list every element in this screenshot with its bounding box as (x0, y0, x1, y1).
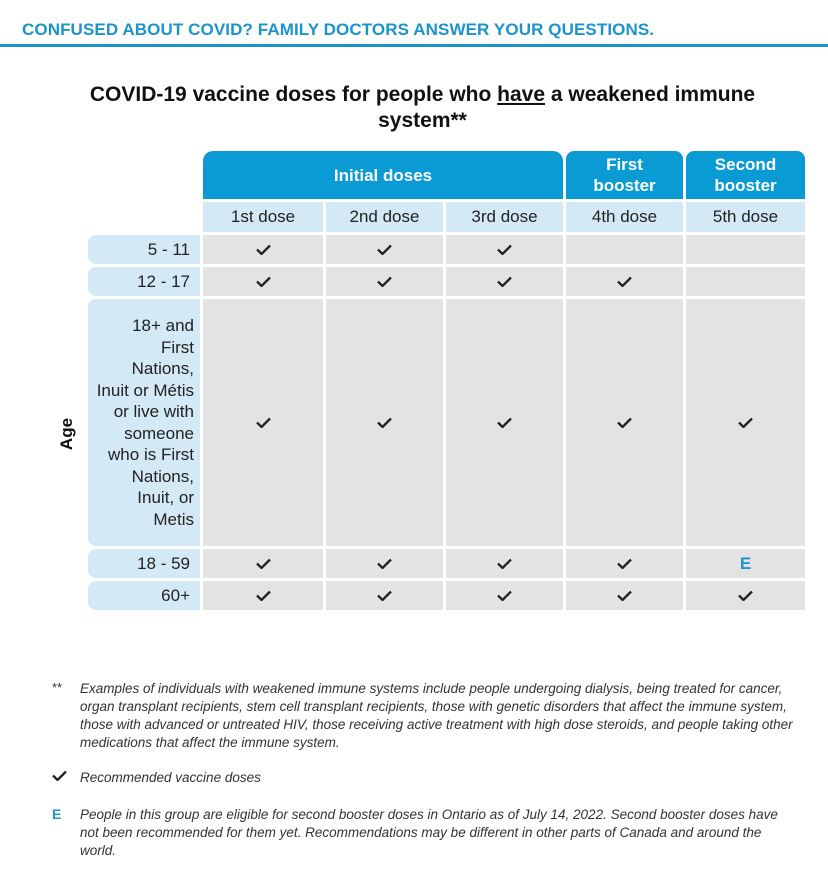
age-group-label: 5 - 11 (88, 235, 200, 264)
dose-cell (203, 267, 323, 296)
dose-cell (446, 299, 563, 546)
check-icon (377, 244, 392, 255)
header-initial-doses: Initial doses (203, 151, 563, 199)
check-icon (497, 417, 512, 428)
check-icon (617, 276, 632, 287)
dose-header: 4th dose (566, 202, 683, 232)
title-emphasis: have (497, 83, 546, 106)
age-group-label: 60+ (88, 581, 200, 610)
check-icon (497, 244, 512, 255)
dose-cell (566, 299, 683, 546)
dose-cell (446, 549, 563, 578)
check-icon (377, 590, 392, 601)
dose-cell (566, 235, 683, 264)
page-title: COVID-19 vaccine doses for people who have a weakened immune system** (89, 83, 756, 132)
dose-header: 5th dose (686, 202, 805, 232)
check-icon (497, 276, 512, 287)
eligible-marker: E (739, 553, 752, 573)
dose-cell (566, 267, 683, 296)
footnote-text: Recommended vaccine doses (80, 770, 261, 785)
dose-header: 2nd dose (326, 202, 443, 232)
footnote-weakened-immune (52, 680, 797, 752)
check-icon (377, 276, 392, 287)
dose-cell (686, 299, 805, 546)
dose-header: 1st dose (203, 202, 323, 232)
footnote-recommended (52, 769, 797, 787)
footnote-text: People in this group are eligible for second booster doses in Ontario as of July 14, 2022. Second booster doses have not been recommended for them yet. Recommendations may be different in other parts of Canada and around the world. (80, 807, 778, 858)
dose-cell (203, 235, 323, 264)
check-icon (256, 276, 271, 287)
check-icon (617, 558, 632, 569)
footnote-text: Examples of individuals with weakened immune systems include people undergoing dialysis, being treated for cancer, organ transplant recipients, stem cell transplant recipients, those with genetic disorders that affect the immune system, those with advanced or untreated HIV, those receiving active treatment with high dose steroids, and people taking other medications that affect the immune system. (80, 681, 793, 750)
banner-title: CONFUSED ABOUT COVID? FAMILY DOCTORS ANSWER YOUR QUESTIONS. (22, 20, 655, 39)
dose-cell (326, 581, 443, 610)
check-icon (377, 417, 392, 428)
dose-cell (446, 581, 563, 610)
header-first-booster: First booster (566, 151, 683, 199)
dose-cell (326, 235, 443, 264)
age-axis-label: Age (57, 417, 76, 451)
dose-cell (566, 549, 683, 578)
dose-cell (203, 549, 323, 578)
check-icon (738, 590, 753, 601)
check-icon (497, 558, 512, 569)
dose-cell (686, 235, 805, 264)
banner-rule (0, 44, 828, 47)
check-icon (377, 558, 392, 569)
dose-cell (203, 581, 323, 610)
check-icon (256, 558, 271, 569)
check-icon (256, 590, 271, 601)
dose-cell (566, 581, 683, 610)
header-second-booster: Second booster (686, 151, 805, 199)
dose-cell (203, 299, 323, 546)
footnote-symbol: ** (52, 680, 63, 695)
check-icon (617, 417, 632, 428)
dose-cell (446, 235, 563, 264)
dose-cell (686, 267, 805, 296)
dose-header: 3rd dose (446, 202, 563, 232)
dose-cell (326, 299, 443, 546)
check-icon (256, 244, 271, 255)
age-group-label: 18 - 59 (88, 549, 200, 578)
dose-cell (326, 267, 443, 296)
check-icon (738, 417, 753, 428)
eligible-symbol: E (52, 806, 62, 822)
footnote-eligible (52, 806, 797, 860)
age-group-label: 12 - 17 (88, 267, 200, 296)
dose-cell (446, 267, 563, 296)
dose-cell (686, 549, 805, 578)
check-icon (52, 769, 80, 787)
dose-cell (686, 581, 805, 610)
check-icon (497, 590, 512, 601)
check-icon (617, 590, 632, 601)
dose-cell (326, 549, 443, 578)
check-icon (256, 417, 271, 428)
age-group-label: 18+ and First Nations, Inuit or Métis or live with someone who is First Nations, Inuit, or Metis (88, 299, 200, 546)
